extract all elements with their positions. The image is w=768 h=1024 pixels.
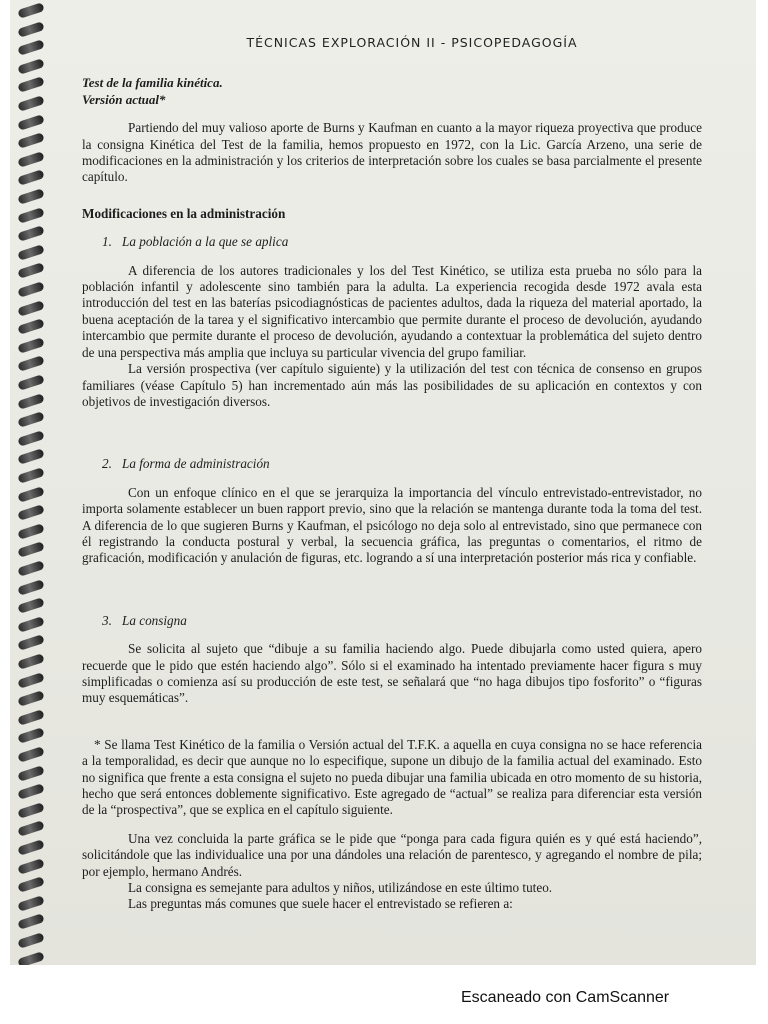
- spiral-coil: [17, 188, 45, 205]
- spiral-coil: [17, 132, 45, 149]
- spiral-coil: [17, 765, 45, 782]
- paragraph-prospective: La versión prospectiva (ver capítulo siguiente) y la utilización del test con técnica de consenso en grupos familiares (véase Capítulo 5) han incrementado aún más las posibilidades de su aplicación en contextos y con objetivos de investigación diversos.: [82, 361, 702, 409]
- spiral-coil: [17, 449, 45, 466]
- spiral-coil: [17, 635, 45, 652]
- spiral-coil: [17, 318, 45, 335]
- spiral-coil: [17, 746, 45, 763]
- spiral-binding: [10, 0, 46, 965]
- page-header: TÉCNICAS EXPLORACIÓN II - PSICOPEDAGOGÍA: [246, 35, 578, 50]
- spiral-coil: [17, 653, 45, 670]
- spiral-coil: [17, 21, 45, 38]
- spiral-coil: [17, 170, 45, 187]
- spiral-coil: [17, 374, 45, 391]
- spiral-coil: [17, 300, 45, 317]
- spiral-coil: [17, 114, 45, 131]
- subheading-1: [102, 234, 702, 250]
- paragraph-same-instruction: La consigna es semejante para adultos y niños, utilizándose en este último tuteo.: [128, 880, 553, 896]
- paragraph-population: A diferencia de los autores tradicionales y los del Test Kinético, se utiliza esta prueba no sólo para la población infantil y adolescente sino también para la adulta. La experiencia recogida desde 1972 avala esta introducción del test en las baterías psicodiagnósticas de pacientes adultos, dada la riqueza del material aportado, la buena aceptación de la tarea y el significativo intercambio que permite durante el proceso de devolución, ayudando intercambio que permite durante el proceso de devolución, ayudando a contextuar la problemática del sujeto dentro de una perspectiva más amplia que incluya su particular vivencia del grupo familiar.: [82, 262, 702, 360]
- spiral-coil: [17, 951, 45, 965]
- version-title: Versión actual*: [82, 91, 166, 107]
- footnote: * Se llama Test Kinético de la familia o Versión actual del T.F.K. a aquella en cuya consigna no se hace referencia a la temporalidad, es decir que aunque no lo especifique, supone un dibujo de la familia actual del examinado. Esto no significa que frente a esta consigna el sujeto no pueda dibujar una familia ubicada en otro momento de su historia, hecho que será entonces doblemente significativo. Este agregado de “actual” se realiza para diferenciar esta versión de la “prospectiva”, que se explica en el capítulo siguiente.: [82, 736, 702, 818]
- spiral-coil: [17, 709, 45, 726]
- spiral-coil: [17, 244, 45, 261]
- spiral-coil: [17, 207, 45, 224]
- spiral-coil: [17, 914, 45, 931]
- paragraph-instruction: Se solicita al sujeto que “dibuje a su familia haciendo algo. Puede dibujarla como usted quiera, apero recuerde que le pido que estén haciendo algo”. Sólo si el examinado ha intentado previamente hacer figura s muy simplificadas o comienza así su producción de este test, se señalará que “no haga dibujos tipo fosforito” o “figuras muy esquemáticas”.: [82, 641, 702, 706]
- subheading-2: [102, 456, 702, 472]
- spiral-coil: [17, 616, 45, 633]
- spiral-coil: [17, 467, 45, 484]
- spiral-coil: [17, 672, 45, 689]
- spiral-coil: [17, 504, 45, 521]
- spiral-coil: [17, 39, 45, 56]
- spiral-coil: [17, 895, 45, 912]
- subheading-number: 2.: [102, 456, 112, 472]
- subheading-number: 1.: [102, 234, 112, 250]
- spiral-coil: [17, 95, 45, 112]
- subheading-label: La forma de administración: [122, 456, 270, 472]
- spiral-coil: [17, 2, 45, 19]
- camscanner-watermark: Escaneado con CamScanner: [461, 989, 670, 1006]
- spiral-coil: [17, 281, 45, 298]
- spiral-coil: [17, 393, 45, 410]
- spiral-coil: [17, 542, 45, 559]
- document-body: [82, 30, 702, 913]
- spiral-coil: [17, 523, 45, 540]
- spiral-coil: [17, 151, 45, 168]
- spiral-coil: [17, 783, 45, 800]
- spiral-coil: [17, 932, 45, 949]
- subheading-number: 3.: [102, 612, 112, 628]
- spiral-coil: [17, 486, 45, 503]
- spiral-coil: [17, 77, 45, 94]
- spiral-coil: [17, 876, 45, 893]
- paragraph-administration: Con un enfoque clínico en el que se jerarquiza la importancia del vínculo entrevistado-entrevistador, no importa solamente establecer un buen rapport previo, sino que la relación se mantenga durante toda la toma del test. A diferencia de lo que sugieren Burns y Kaufman, el psicólogo no deja solo al entrevistado, sino que permanece con él registrando la conducta postural y verbal, la secuencia gráfica, las preguntas o comentarios, el ritmo de graficación, modificación y anulación de figuras, etc. logrando a sí una interpretación posterior más rica y confiable.: [82, 484, 702, 566]
- paragraph-questions: Las preguntas más comunes que suele hacer el entrevistado se refieren a:: [128, 896, 513, 912]
- paragraph-graphic-part: Una vez concluida la parte gráfica se le pide que “ponga para cada figura quién es y qué está haciendo”, solicitándole que las individualice una por una dándoles una relación de parentesco, y agregando el nombre de pila; por ejemplo, hermano Andrés.: [82, 830, 702, 879]
- spiral-coil: [17, 356, 45, 373]
- spiral-coil: [17, 263, 45, 280]
- spiral-coil: [17, 560, 45, 577]
- subheading-label: La población a la que se aplica: [122, 234, 289, 250]
- subheading-label: La consigna: [122, 612, 187, 628]
- spiral-coil: [17, 821, 45, 838]
- intro-paragraph: Partiendo del muy valioso aporte de Burns y Kaufman en cuanto a la mayor riqueza proyectiva que produce la consigna Kinética del Test de la familia, hemos propuesto en 1972, con la Lic. García Arzeno, una serie de modificaciones en la administración y los criterios de interpretación sobre los cuales se basa parcialmente el presente capítulo.: [82, 120, 702, 185]
- spiral-coil: [17, 58, 45, 75]
- spiral-coil: [17, 411, 45, 428]
- test-title: Test de la familia kinética.: [82, 75, 223, 91]
- subheading-3: [102, 613, 702, 629]
- spiral-coil: [17, 728, 45, 745]
- spiral-coil: [17, 690, 45, 707]
- spiral-coil: [17, 597, 45, 614]
- spiral-coil: [17, 337, 45, 354]
- scanned-page: [10, 0, 756, 965]
- spiral-coil: [17, 225, 45, 242]
- section-heading: Modificaciones en la administración: [82, 205, 286, 221]
- spiral-coil: [17, 802, 45, 819]
- spiral-coil: [17, 430, 45, 447]
- spiral-coil: [17, 579, 45, 596]
- spiral-coil: [17, 858, 45, 875]
- spiral-coil: [17, 839, 45, 856]
